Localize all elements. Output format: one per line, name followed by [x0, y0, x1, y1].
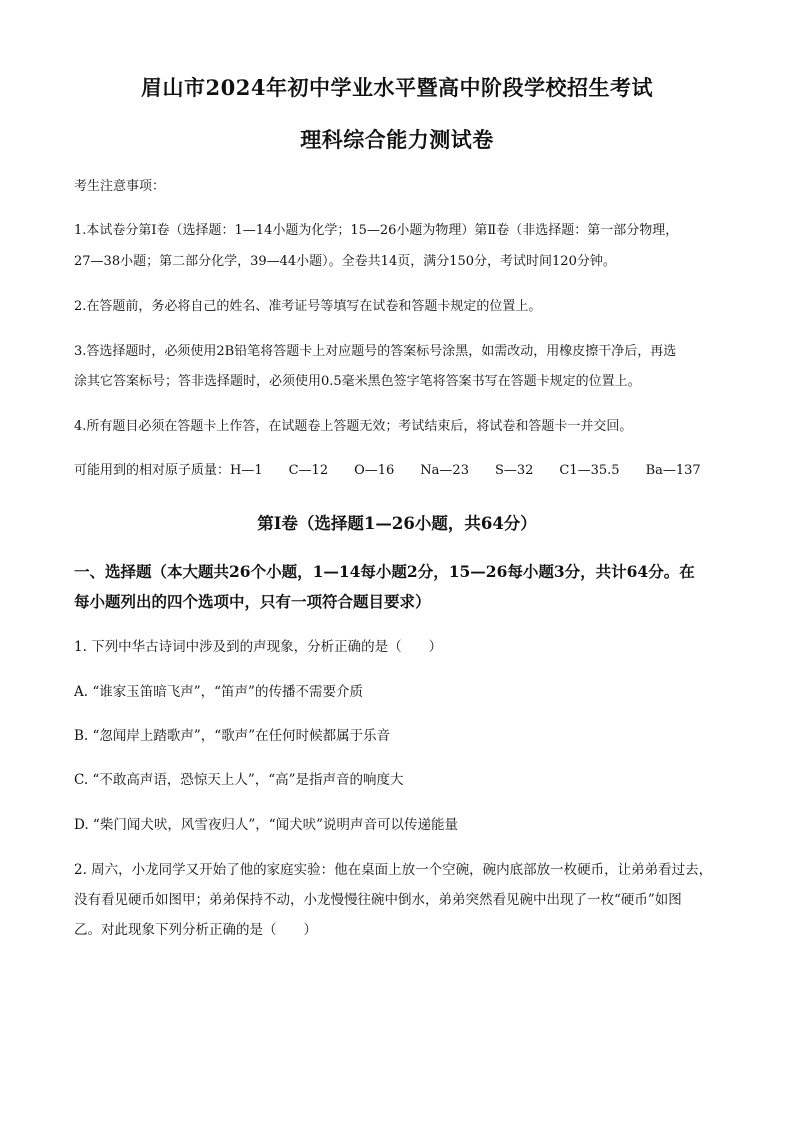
question-2-line-3: 乙。对此现象下列分析正确的是（ ）: [74, 922, 317, 938]
question-1-option-b: B. “忽闻岸上踏歌声”，“歌声”在任何时候都属于乐音: [74, 728, 391, 744]
question-1-stem: 1. 下列中华古诗词中涉及到的声现象，分析正确的是（ ）: [74, 639, 443, 655]
section-instruction-line-2: 每小题列出的四个选项中，只有一项符合题目要求）: [74, 592, 431, 611]
notice-item-1-line-1: 1.本试卷分第Ⅰ卷（选择题：1—14小题为化学；15—26小题为物理）第Ⅱ卷（非选择题：第一部分物理，: [74, 223, 679, 238]
question-1-option-d: D. “柴门闻犬吠，风雪夜归人”，“闻犬吠”说明声音可以传递能量: [74, 817, 459, 833]
section-title: 第Ⅰ卷（选择题1—26小题，共64分）: [257, 514, 537, 533]
question-2-line-1: 2. 周六，小龙同学又开始了他的家庭实验：他在桌面上放一个空碗，碗内底部放一枚硬币，让弟弟看过去，: [74, 862, 713, 878]
section-instruction-line-1: 一、选择题（本大题共26个小题，1—14每小题2分，15—26每小题3分，共计64分。在: [74, 562, 695, 581]
exam-subtitle: 理科综合能力测试卷: [300, 127, 494, 152]
notice-item-3-line-1: 3.答选择题时，必须使用2B铅笔将答题卡上对应题号的答案标号涂黑，如需改动，用橡皮擦干净后，再选: [74, 344, 677, 359]
atomic-masses: 可能用到的相对原子质量：H—1 C—12 O—16 Na—23 S—32 C1—35.5 Ba—137: [74, 463, 701, 478]
notice-heading: 考生注意事项：: [74, 179, 166, 194]
question-2-line-2: 没有看见硬币如图甲；弟弟保持不动，小龙慢慢往碗中倒水，弟弟突然看见碗中出现了一枚“硬币”如图: [74, 892, 682, 908]
question-1-option-a: A. “谁家玉笛暗飞声”，“笛声”的传播不需要介质: [74, 684, 363, 700]
notice-item-1-line-2: 27—38小题；第二部分化学，39—44小题）。全卷共14页，满分150分，考试时间120分钟。: [74, 254, 616, 269]
notice-item-3-line-2: 涂其它答案标号；答非选择题时，必须使用0.5毫米黑色签字笔将答案书写在答题卡规定的位置上。: [74, 374, 641, 389]
notice-item-2: 2.在答题前，务必将自己的姓名、准考证号等填写在试卷和答题卡规定的位置上。: [74, 299, 542, 314]
exam-title: 眉山市2024年初中学业水平暨高中阶段学校招生考试: [141, 75, 653, 100]
question-1-option-c: C. “不敢高声语，恐惊天上人”，“高”是指声音的响度大: [74, 772, 404, 788]
notice-item-4: 4.所有题目必须在答题卡上作答，在试题卷上答题无效；考试结束后，将试卷和答题卡一并交回。: [74, 419, 633, 434]
